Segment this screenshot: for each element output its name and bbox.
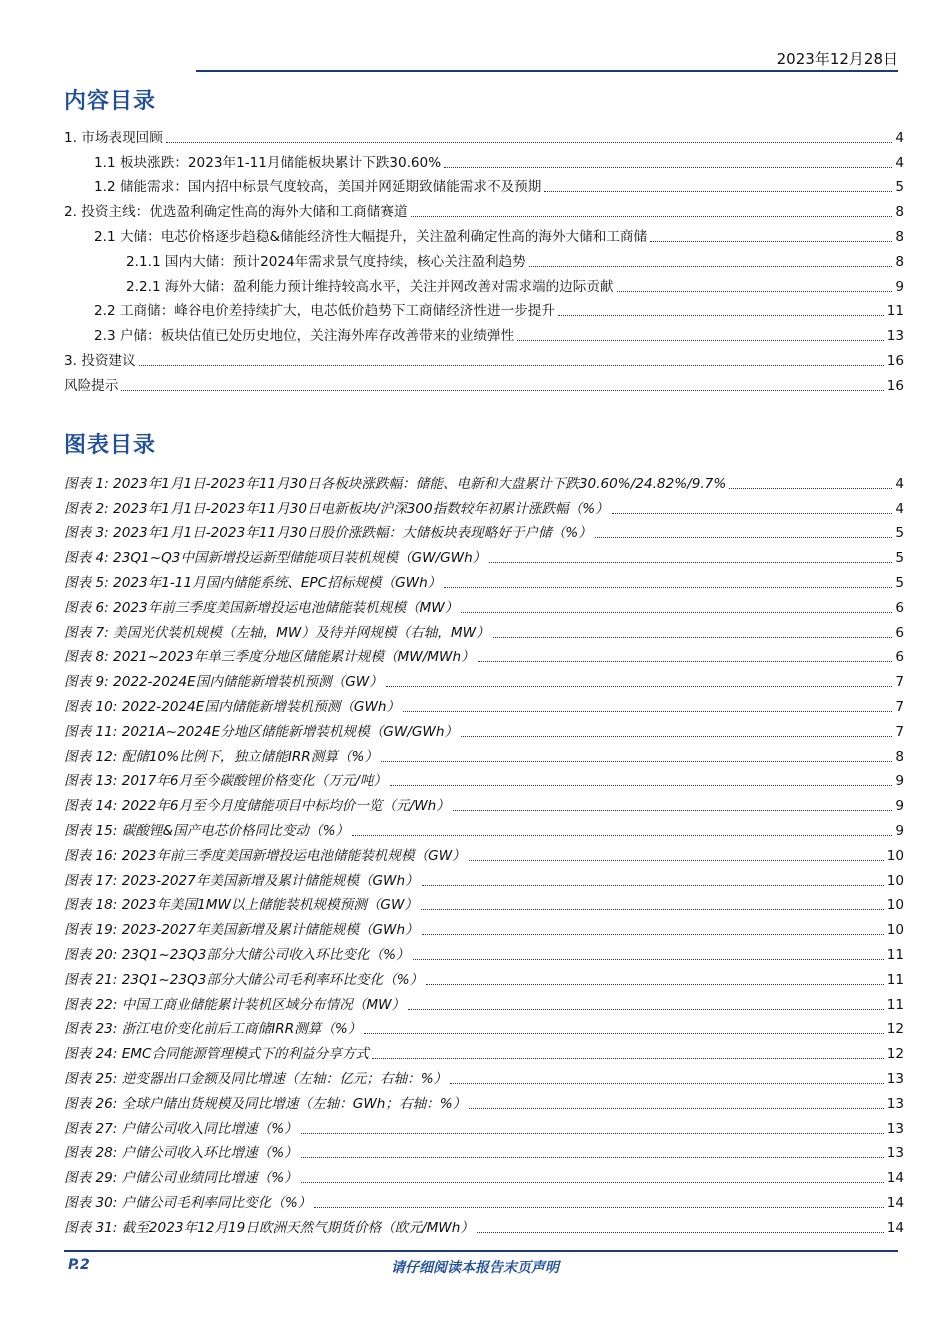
figure-entry-text: 图表 5: 2023年1-11月国内储能系统、EPC招标规模（GWh） [64,574,442,591]
figure-entry-text: 图表 28: 户储公司收入环比增速（%） [64,1145,298,1162]
dot-leader [301,1132,884,1134]
figure-entry-text: 图表 13: 2017年6月至今碳酸锂价格变化（万元/吨） [64,773,388,790]
figure-entry-text: 图表 4: 23Q1~Q3中国新增投运新型储能项目装机规模（GW/GWh） [64,550,487,567]
dot-leader [544,190,892,192]
dot-leader [121,389,883,391]
figure-entry-text: 图表 24: EMC合同能源管理模式下的利益分享方式 [64,1046,370,1063]
figure-entry-page: 13 [886,1145,904,1162]
figure-entry-page: 4 [895,500,904,517]
dot-leader [139,364,884,366]
dot-leader [612,512,893,514]
figure-entry-text: 图表 25: 逆变器出口金额及同比增速（左轴：亿元；右轴：%） [64,1070,448,1087]
figure-entry-page: 13 [886,1095,904,1112]
figure-entry-text: 图表 10: 2022-2024E国内储能新增装机预测（GWh） [64,698,401,715]
toc-entry-text: 1.1 板块涨跌：2023年1-11月储能板块累计下跌30.60% [94,154,442,171]
figure-entry[interactable] [64,1063,904,1088]
figure-entry[interactable] [64,1014,904,1039]
dot-leader [422,933,884,935]
figure-entry-page: 7 [895,698,904,715]
figure-entry-text: 图表 21: 23Q1~23Q3部分大储公司毛利率环比变化（%） [64,971,424,988]
header-divider [196,70,898,72]
figure-entry[interactable] [64,1088,904,1113]
figure-entry-page: 5 [895,574,904,591]
figure-entry[interactable] [64,1162,904,1187]
dot-leader [301,1181,884,1183]
figure-entry[interactable] [64,518,904,543]
figure-entry-page: 5 [895,550,904,567]
footer-divider [64,1250,898,1252]
figure-entry[interactable] [64,716,904,741]
figure-entry-text: 图表 12: 配储10%比例下，独立储能IRR测算（%） [64,748,379,765]
dot-leader [301,1156,884,1158]
figure-entry-page: 9 [895,822,904,839]
dot-leader [411,215,893,217]
figure-entry-text: 图表 16: 2023年前三季度美国新增投运电池储能装机规模（GW） [64,847,466,864]
figure-entry-text: 图表 26: 全球户储出货规模及同比增速（左轴：GWh；右轴：%） [64,1095,467,1112]
dot-leader [408,1008,884,1010]
toc-entry-text: 2.2.1 海外大储：盈利能力预计维持较高水平，关注并网改善对需求端的边际贡献 [126,278,614,295]
figure-entry-text: 图表 19: 2023-2027年美国新增及累计储能规模（GWh） [64,922,419,939]
dot-leader [469,859,884,861]
figure-entry[interactable] [64,989,904,1014]
figure-entry-text: 图表 22: 中国工商业储能累计装机区域分布情况（MW） [64,996,406,1013]
toc-entry-text: 2.2 工商储：峰谷电价差持续扩大，电芯低价趋势下工商储经济性进一步提升 [94,303,555,320]
figure-entry[interactable] [64,1187,904,1212]
figure-entry-text: 图表 29: 户储公司业绩同比增速（%） [64,1170,298,1187]
figure-entry[interactable] [64,815,904,840]
figure-entry-text: 图表 11: 2021A~2024E分地区储能新增装机规模（GW/GWh） [64,723,459,740]
dot-leader [461,611,892,613]
dot-leader [381,760,892,762]
figure-entry[interactable] [64,493,904,518]
dot-leader [477,1231,884,1233]
toc-entry-page: 8 [895,228,904,245]
toc-entry-page: 4 [895,129,904,146]
dot-leader [444,586,892,588]
figure-entry[interactable] [64,1212,904,1237]
figure-entry-page: 8 [895,748,904,765]
dot-leader [166,141,892,143]
figure-entry-page: 6 [895,624,904,641]
dot-leader [314,1206,883,1208]
figure-entry-page: 10 [886,897,904,914]
toc-entry[interactable] [64,196,904,221]
figure-entry-page: 10 [886,922,904,939]
figure-entry-text: 图表 3: 2023年1月1日-2023年11月30日股价涨跌幅：大储板块表现略好于户储（%） [64,525,592,542]
dot-leader [386,685,893,687]
footer-disclaimer: 请仔细阅读本报告末页声明 [391,1260,559,1276]
figure-entry-text: 图表 1: 2023年1月1日-2023年11月30日各板块涨跌幅：储能、电新和大盘累计下跌30.60%/24.82%/9.7% [64,475,727,492]
dot-leader [422,884,884,886]
figure-entry[interactable] [64,890,904,915]
figure-entry[interactable] [64,642,904,667]
figure-entry-text: 图表 18: 2023年美国1MW以上储能装机规模预测（GW） [64,897,419,914]
dot-leader [493,636,893,638]
figure-entry-text: 图表 15: 碳酸锂&国产电芯价格同比变动（%） [64,822,350,839]
dot-leader [444,166,892,168]
dot-leader [558,314,884,316]
toc-entry[interactable] [64,296,904,321]
toc-entry-text: 风险提示 [64,377,119,394]
toc-entry-text: 3. 投资建议 [64,352,136,369]
toc-entry[interactable] [64,271,904,296]
toc-entry-text: 2.3 户储：板块估值已处历史地位，关注海外库存改善带来的业绩弹性 [94,328,515,345]
toc-entry-text: 2. 投资主线：优选盈利确定性高的海外大储和工商储赛道 [64,204,408,221]
figure-entry[interactable] [64,790,904,815]
toc-entry-page: 9 [895,278,904,295]
toc-entry-text: 2.1 大储：电芯价格逐步趋稳&储能经济性大幅提升，关注盈利确定性高的海外大储和工商储 [94,228,648,245]
figure-entry-page: 6 [895,599,904,616]
dot-leader [403,710,892,712]
toc-entry[interactable] [64,370,904,395]
figure-entry-page: 7 [895,674,904,691]
figures-list [64,468,904,1237]
figure-entry-text: 图表 30: 户储公司毛利率同比变化（%） [64,1194,312,1211]
toc-entry[interactable] [64,221,904,246]
figure-entry[interactable] [64,741,904,766]
figure-entry[interactable] [64,766,904,791]
figure-entry-page: 10 [886,847,904,864]
dot-leader [461,735,892,737]
figure-entry-page: 14 [886,1219,904,1236]
figure-entry[interactable] [64,592,904,617]
toc-entry[interactable] [64,345,904,370]
figure-entry[interactable] [64,567,904,592]
figure-entry-page: 11 [886,971,904,988]
toc-entry[interactable] [64,246,904,271]
dot-leader [413,958,884,960]
dot-leader [729,487,892,489]
figure-entry-page: 13 [886,1070,904,1087]
toc-entry[interactable] [64,172,904,197]
toc-entry-page: 16 [886,377,904,394]
figure-entry-page: 14 [886,1170,904,1187]
figure-entry-text: 图表 8: 2021~2023年单三季度分地区储能累计规模（MW/MWh） [64,649,475,666]
dot-leader [453,809,892,811]
figure-entry-page: 7 [895,723,904,740]
figure-entry[interactable] [64,840,904,865]
figure-entry-page: 13 [886,1120,904,1137]
dot-leader [478,660,893,662]
figure-entry[interactable] [64,1113,904,1138]
dot-leader [617,290,893,292]
toc-entry-text: 2.1.1 国内大储：预计2024年需求景气度持续，核心关注盈利趋势 [126,253,526,270]
figure-entry[interactable] [64,964,904,989]
toc-entry-text: 1. 市场表现回顾 [64,129,163,146]
toc-entry-page: 8 [895,253,904,270]
contents-title: 内容目录 [64,89,157,114]
figure-entry-text: 图表 9: 2022-2024E国内储能新增装机预测（GW） [64,674,383,691]
dot-leader [364,1032,883,1034]
figure-entry[interactable] [64,691,904,716]
figure-entry-text: 图表 2: 2023年1月1日-2023年11月30日电新板块/沪深300指数较年初累计涨跌幅（%） [64,500,609,517]
dot-leader [421,908,884,910]
figure-entry[interactable] [64,1038,904,1063]
figure-entry-page: 6 [895,649,904,666]
figure-entry[interactable] [64,666,904,691]
figure-entry[interactable] [64,542,904,567]
figure-entry-text: 图表 7: 美国光伏装机规模（左轴，MW）及待并网规模（右轴，MW） [64,624,490,641]
dot-leader [595,536,893,538]
dot-leader [352,834,892,836]
figure-entry-text: 图表 20: 23Q1~23Q3部分大储公司收入环比变化（%） [64,946,410,963]
toc-entry[interactable] [64,320,904,345]
figure-entry-page: 9 [895,798,904,815]
toc-entry-page: 11 [886,303,904,320]
figure-entry[interactable] [64,1138,904,1163]
dot-leader [450,1082,883,1084]
dot-leader [426,983,883,985]
figure-entry-text: 图表 17: 2023-2027年美国新增及累计储能规模（GWh） [64,872,419,889]
toc-entry-page: 16 [886,352,904,369]
toc-entry[interactable] [64,122,904,147]
figure-entry-text: 图表 14: 2022年6月至今月度储能项目中标均价一览（元/Wh） [64,798,450,815]
figure-entry[interactable] [64,617,904,642]
figure-entry-page: 12 [886,1021,904,1038]
figure-entry[interactable] [64,939,904,964]
figure-entry-page: 12 [886,1046,904,1063]
toc-entry-page: 5 [895,179,904,196]
contents-list [64,122,904,395]
figure-entry[interactable] [64,468,904,493]
figure-entry-page: 9 [895,773,904,790]
report-date: 2023年12月28日 [776,50,898,68]
figure-entry[interactable] [64,865,904,890]
dot-leader [469,1107,883,1109]
dot-leader [372,1057,884,1059]
figure-entry-text: 图表 31: 截至2023年12月19日欧洲天然气期货价格（欧元/MWh） [64,1219,474,1236]
figure-entry-text: 图表 27: 户储公司收入同比增速（%） [64,1120,298,1137]
toc-entry-page: 8 [895,204,904,221]
figure-entry-page: 14 [886,1194,904,1211]
figure-entry-page: 4 [895,475,904,492]
figure-entry-page: 11 [886,946,904,963]
dot-leader [517,339,884,341]
figure-entry-text: 图表 6: 2023年前三季度美国新增投运电池储能装机规模（MW） [64,599,459,616]
dot-leader [390,784,892,786]
figure-entry-page: 5 [895,525,904,542]
figure-entry-page: 11 [886,996,904,1013]
figure-entry-page: 10 [886,872,904,889]
page-number: P.2 [68,1257,90,1273]
dot-leader [489,561,892,563]
dot-leader [529,265,893,267]
toc-entry[interactable] [64,147,904,172]
toc-entry-page: 13 [886,328,904,345]
figure-entry[interactable] [64,914,904,939]
dot-leader [650,240,892,242]
toc-entry-page: 4 [895,154,904,171]
figures-title: 图表目录 [64,433,157,458]
figure-entry-text: 图表 23: 浙江电价变化前后工商储IRR测算（%） [64,1021,362,1038]
toc-entry-text: 1.2 储能需求：国内招中标景气度较高，美国并网延期致储能需求不及预期 [94,179,542,196]
